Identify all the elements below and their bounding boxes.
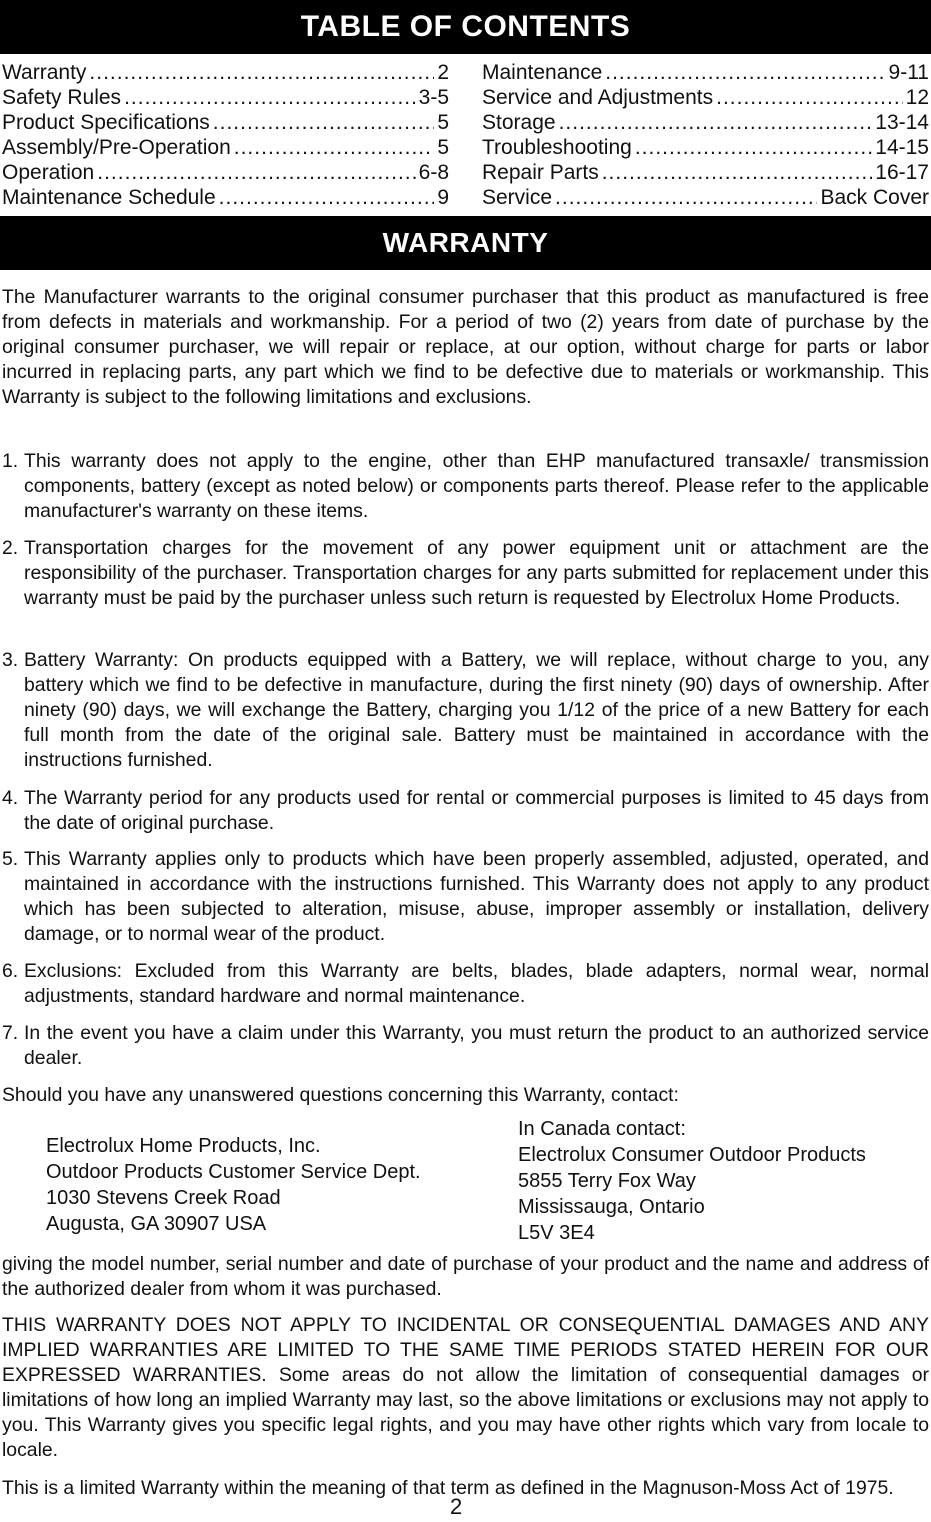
warranty-item: 7. In the event you have a claim under this Warranty, you must return the product to an authorized service dealer. [2,1022,929,1069]
toc-entry[interactable]: Assembly/Pre-Operation ..... 5 [2,135,449,160]
warranty-item: 4. The Warranty period for any products used for rental or commercial purposes is limited to 45 days from the date of original purchase. [2,787,929,834]
warranty-intro: The Manufacturer warrants to the original consumer purchaser that this product as manufactured is free from defects in materials and workmanship. For a period of two (2) years from date of purchase by the original consumer purchaser, we will repair or replace, at our option, without charge for parts or labor incurred in replacing parts, any part which we find to be defective due to materials or workmanship. This Warranty is subject to the following limitations and exclusions. [2,286,929,408]
toc-left-column [2,60,449,210]
toc-entry[interactable]: Service ..... Back Cover [482,185,929,210]
warranty-item: 5. This Warranty applies only to products which have been properly assembled, adjusted, operated, and maintained in accordance with the instructions furnished. This Warranty does not apply to any product which has been subjected to alteration, misuse, abuse, improper assembly or installation, delivery damage, or to normal wear of the product. [2,848,929,945]
toc-entry[interactable]: Safety Rules ..... 3-5 [2,85,449,110]
toc-right-column [482,60,929,210]
toc-entry[interactable]: Operation ..... 6-8 [2,160,449,185]
toc-entry[interactable]: Maintenance Schedule ..... 9 [2,185,449,210]
canada-address: In Canada contact: Electrolux Consumer Outdoor Products 5855 Terry Fox Way Mississauga, Ontario L5V 3E4 [518,1118,866,1244]
toc-entry[interactable]: Warranty ..... 2 [2,60,449,85]
warranty-item: 2. Transportation charges for the movement of any power equipment unit or attachment are the responsibility of the purchaser. Transportation charges for any parts submitted for replacement under this warranty must be paid by the purchaser unless such return is requested by Electrolux Home Products. [2,537,929,609]
warranty-heading: WARRANTY [0,216,931,270]
warranty-item: 3. Battery Warranty: On products equipped with a Battery, we will replace, without charge to you, any battery which we find to be defective in manufacture, during the first ninety (90) days of ownership. After ninety (90) days, we will exchange the Battery, charging you 1/12 of the price of a new Battery for each full month from the date of the original sale. Battery must be maintained in accordance with the instructions furnished. [2,649,929,771]
toc-entry[interactable]: Service and Adjustments ..... 12 [482,85,929,110]
toc-entry[interactable]: Repair Parts ..... 16-17 [482,160,929,185]
us-address: Electrolux Home Products, Inc. Outdoor Products Customer Service Dept. 1030 Stevens Creek Road Augusta, GA 30907 USA [46,1135,421,1235]
limited-warranty-paragraph: This is a limited Warranty within the meaning of that term as defined in the Magnuson-Moss Act of 1975. [2,1477,894,1499]
warranty-item: 1. This warranty does not apply to the engine, other than EHP manufactured transaxle/ transmission components, battery (except as noted below) or components parts thereof. Please refer to the applicable manufacturer's warranty on these items. [2,450,929,522]
toc-entry[interactable]: Storage ..... 13-14 [482,110,929,135]
toc-entry[interactable]: Maintenance ..... 9-11 [482,60,929,85]
toc-entry[interactable]: Product Specifications ..... 5 [2,110,449,135]
contact-intro: Should you have any unanswered questions concerning this Warranty, contact: [2,1084,679,1106]
page-number: 2 [450,1494,463,1519]
giving-paragraph: giving the model number, serial number and date of purchase of your product and the name and address of the authorized dealer from whom it was purchased. [2,1253,929,1300]
disclaimer-paragraph: THIS WARRANTY DOES NOT APPLY TO INCIDENTAL OR CONSEQUENTIAL DAMAGES AND ANY IMPLIED WARRANTIES ARE LIMITED TO THE SAME TIME PERIODS STATED HEREIN FOR OUR EXPRESSED WARRANTIES. Some areas do not allow the limitation of consequential damages or limitations of how long an implied Warranty may last, so the above limitations or exclusions may not apply to you. This Warranty gives you specific legal rights, and you may have other rights which vary from locale to locale. [2,1314,929,1461]
toc-entry[interactable]: Troubleshooting ..... 14-15 [482,135,929,160]
warranty-item: 6. Exclusions: Excluded from this Warranty are belts, blades, blade adapters, normal wear, normal adjustments, standard hardware and normal maintenance. [2,960,929,1007]
toc-heading: TABLE OF CONTENTS [0,0,931,54]
